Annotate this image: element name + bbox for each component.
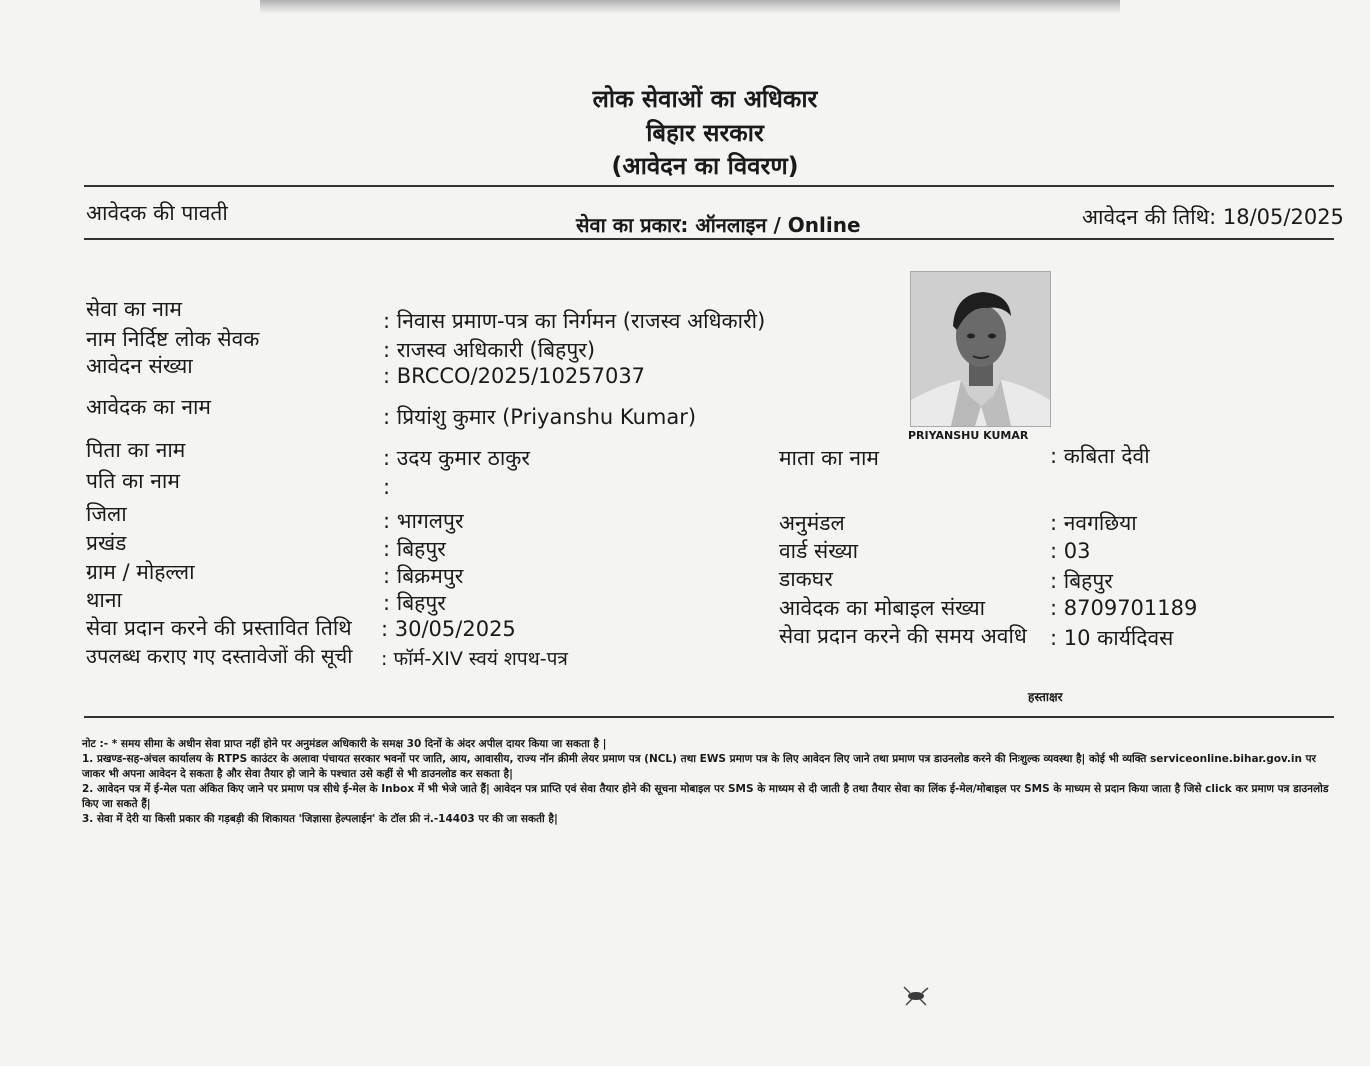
value-block: : बिहपुर [383, 537, 446, 561]
value-proposed-service-date: : 30/05/2025 [381, 617, 516, 641]
notes-divider [84, 716, 1334, 718]
value-mother-name: : कबिता देवी [1050, 444, 1150, 468]
applicant-photo [910, 271, 1051, 427]
label-post-office: डाकघर [779, 567, 833, 591]
label-proposed-service-date: सेवा प्रदान करने की प्रस्तावित तिथि [86, 616, 352, 640]
value-application-number: : BRCCO/2025/10257037 [383, 364, 646, 388]
header-line-2: बिहार सरकार [646, 119, 764, 147]
top-divider [84, 185, 1334, 187]
note-3: 3. सेवा में देरी या किसी प्रकार की गड़बड़ी की शिकायत 'जिज्ञासा हेल्पलाईन' के टॉल फ्री नं.-14403 पर की जा सकती है| [82, 813, 558, 825]
value-post-office: : बिहपुर [1050, 569, 1113, 593]
label-service-name: सेवा का नाम [86, 297, 182, 321]
label-district: जिला [86, 502, 127, 526]
value-designated-officer: : राजस्व अधिकारी (बिहपुर) [383, 338, 596, 362]
label-father-name: पिता का नाम [86, 438, 186, 462]
label-mobile-number: आवेदक का मोबाइल संख्या [779, 596, 986, 620]
label-block: प्रखंड [86, 531, 127, 555]
label-village: ग्राम / मोहल्ला [86, 560, 195, 584]
insect-speck [900, 983, 932, 1009]
notes-section [82, 737, 1332, 827]
label-designated-officer: नाम निर्दिष्ट लोक सेवक [86, 327, 260, 351]
value-police-station: : बिहपुर [383, 591, 446, 615]
value-father-name: : उदय कुमार ठाकुर [383, 446, 531, 470]
label-subdivision: अनुमंडल [779, 511, 845, 535]
header-line-3: (आवेदन का विवरण) [611, 152, 799, 180]
scan-edge-shadow [260, 0, 1120, 14]
application-date: आवेदन की तिथि: 18/05/2025 [1082, 205, 1344, 229]
value-village: : बिक्रमपुर [383, 564, 464, 588]
value-district: : भागलपुर [383, 509, 464, 533]
acknowledgement-label: आवेदक की पावती [86, 201, 228, 225]
label-service-duration: सेवा प्रदान करने की समय अवधि [779, 624, 1027, 648]
label-ward-number: वार्ड संख्या [779, 539, 859, 563]
value-mobile-number: : 8709701189 [1050, 596, 1198, 620]
value-service-duration: : 10 कार्यदिवस [1050, 626, 1174, 650]
label-mother-name: माता का नाम [779, 446, 879, 470]
value-husband-name: : [383, 475, 391, 499]
label-documents-list: उपलब्ध कराए गए दस्तावेजों की सूची [86, 644, 353, 668]
note-intro: नोट :- * समय सीमा के अधीन सेवा प्राप्त नहीं होने पर अनुमंडल अधिकारी के समक्ष 30 दिनों के अंदर अपील दायर किया जा सकता है | [82, 738, 607, 750]
label-applicant-name: आवेदक का नाम [86, 395, 211, 419]
label-application-number: आवेदन संख्या [86, 354, 193, 378]
note-2: 2. आवेदन पत्र में ई-मेल पता अंकित किए जाने पर प्रमाण पत्र सीधे ई-मेल के Inbox में भी भेजे जाते हैं| आवेदन पत्र प्राप्ति एवं सेवा तैयार होने की सूचना मोबाइल पर SMS के माध्यम से दी जाती है तथा तैयार सेवा का लिंक ई-मेल/मोबाइल पर SMS के माध्यम से प्रदान किया जाता है जिसे click कर प्रमाण पत्र डाउनलोड किए जा सकते हैं| [82, 783, 1329, 810]
signature-label: हस्ताक्षर [1028, 690, 1063, 704]
subheader-divider [84, 238, 1334, 240]
service-type: सेवा का प्रकार: ऑनलाइन / Online [576, 213, 861, 237]
header-line-1: लोक सेवाओं का अधिकार [592, 85, 818, 113]
value-service-name: : निवास प्रमाण-पत्र का निर्गमन (राजस्व अधिकारी) [383, 309, 766, 333]
label-police-station: थाना [86, 588, 122, 612]
value-applicant-name: : प्रियांशु कुमार (Priyanshu Kumar) [383, 405, 697, 429]
label-husband-name: पति का नाम [86, 469, 180, 493]
value-documents-list: : फॉर्म-XIV स्वयं शपथ-पत्र [381, 648, 568, 670]
value-subdivision: : नवगछिया [1050, 511, 1137, 535]
portrait-image [911, 272, 1050, 426]
value-ward-number: : 03 [1050, 539, 1091, 563]
photo-caption: PRIYANSHU KUMAR [908, 429, 1029, 442]
note-1: 1. प्रखण्ड-सह-अंचल कार्यालय के RTPS काउंटर के अलावा पंचायत सरकार भवनों पर जाति, आय, आवासीय, राज्य नॉन क्रीमी लेयर प्रमाण पत्र (NCL) तथा EWS प्रमाण पत्र के लिए आवेदन लिए जाने तथा प्रमाण पत्र डाउनलोड करने की निःशुल्क व्यवस्था है| कोई भी व्यक्ति serviceonline.bihar.gov.in पर जाकर भी अपना आवेदन दे सकता है और सेवा तैयार हो जाने के पश्चात उसे कहीं से भी डाउनलोड कर सकता है| [82, 753, 1316, 780]
